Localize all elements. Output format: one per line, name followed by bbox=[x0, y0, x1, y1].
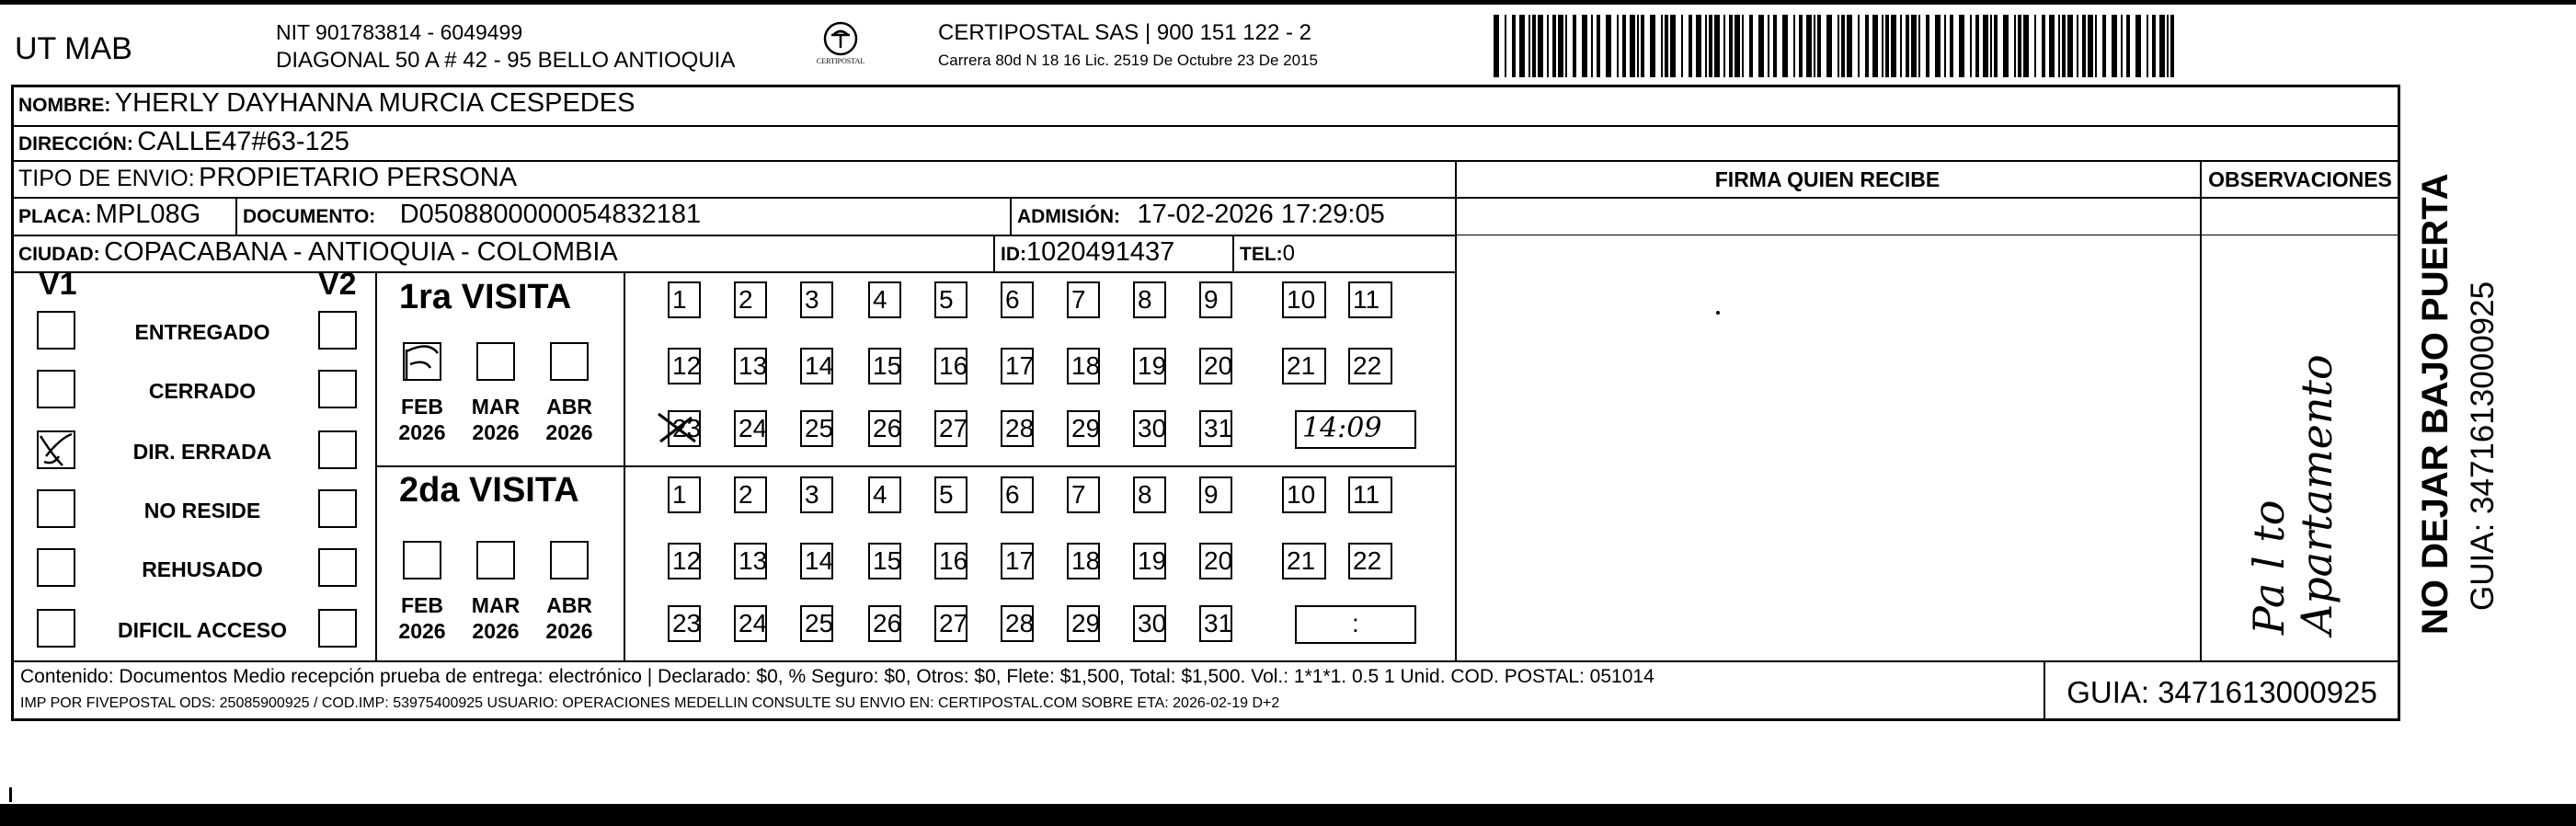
barcode-bar bbox=[1650, 15, 1655, 77]
visit2-day-25[interactable]: 25 bbox=[800, 605, 833, 642]
placa-value: MPL08G bbox=[95, 200, 201, 229]
visit1-day-19[interactable]: 19 bbox=[1133, 348, 1166, 384]
divider bbox=[11, 235, 1455, 236]
observations-line-1: Pa l to bbox=[2244, 499, 2294, 635]
barcode-bar bbox=[2023, 15, 2029, 77]
year: 2026 bbox=[398, 420, 446, 444]
year: 2026 bbox=[545, 619, 593, 643]
direccion-label: DIRECCIÓN: bbox=[18, 133, 133, 155]
visit1-feb-checkbox[interactable] bbox=[403, 342, 441, 381]
company-address: DIAGONAL 50 A # 42 - 95 BELLO ANTIOQUIA bbox=[276, 48, 736, 73]
visit2-day-3[interactable]: 3 bbox=[800, 476, 833, 513]
visit2-day-9[interactable]: 9 bbox=[1199, 476, 1232, 513]
visit1-day-5[interactable]: 5 bbox=[934, 281, 967, 318]
year: 2026 bbox=[472, 420, 520, 444]
v1-dir-errada-checkbox[interactable] bbox=[37, 430, 75, 469]
barcode-bar bbox=[1970, 15, 1972, 77]
barcode-bar bbox=[1573, 15, 1576, 77]
ciudad-label: CIUDAD: bbox=[18, 244, 100, 265]
barcode-bar bbox=[1935, 15, 1941, 77]
divider bbox=[11, 660, 2400, 662]
barcode-bar bbox=[1641, 15, 1644, 77]
visit2-day-31[interactable]: 31 bbox=[1199, 605, 1232, 642]
barcode-bar bbox=[1865, 15, 1869, 77]
visit2-day-13[interactable]: 13 bbox=[734, 543, 767, 579]
observations-line-2: Apartamento bbox=[2292, 354, 2341, 635]
visit1-day-26[interactable]: 26 bbox=[868, 410, 901, 447]
barcode-bar bbox=[1814, 15, 1815, 77]
status-dificil-acceso: DIFICIL ACCESO bbox=[117, 618, 287, 642]
day23-strike-mark bbox=[655, 405, 701, 454]
barcode-bar bbox=[2102, 15, 2106, 77]
barcode-bar bbox=[1565, 15, 1567, 77]
barcode-bar bbox=[1689, 15, 1692, 77]
barcode-bar bbox=[1891, 15, 1896, 77]
status-no-reside: NO RESIDE bbox=[143, 499, 261, 522]
barcode-bar bbox=[1749, 15, 1753, 77]
visit2-day-24[interactable]: 24 bbox=[734, 605, 767, 642]
visit2-day-29[interactable]: 29 bbox=[1067, 605, 1100, 642]
v1-header: V1 bbox=[39, 267, 77, 302]
barcode-bar bbox=[2058, 15, 2060, 77]
visit2-day-30[interactable]: 30 bbox=[1133, 605, 1166, 642]
divider bbox=[11, 125, 2400, 127]
barcode-bar bbox=[2003, 15, 2009, 77]
observations-handwriting bbox=[2244, 258, 2354, 644]
visit1-day-28[interactable]: 28 bbox=[1001, 410, 1034, 447]
barcode-bar bbox=[2152, 15, 2156, 77]
admision-label: ADMISIÓN: bbox=[1017, 206, 1120, 227]
barcode-bar bbox=[1538, 15, 1543, 77]
status-entregado: ENTREGADO bbox=[134, 320, 270, 344]
visit1-day-30[interactable]: 30 bbox=[1133, 410, 1166, 447]
status-dir-errada: DIR. ERRADA bbox=[132, 440, 272, 464]
barcode-bar bbox=[1758, 15, 1764, 77]
barcode-bar bbox=[1630, 15, 1635, 77]
visit2-mar-checkbox[interactable] bbox=[476, 541, 515, 579]
visit2-abr-checkbox[interactable] bbox=[550, 541, 589, 579]
visit2-feb-label bbox=[395, 592, 450, 644]
visit1-day-24[interactable]: 24 bbox=[734, 410, 767, 447]
visit1-day-23[interactable]: 23 bbox=[668, 410, 701, 447]
barcode-bar bbox=[1729, 15, 1733, 77]
barcode-bar bbox=[1582, 15, 1587, 77]
barcode-bar bbox=[1793, 15, 1795, 77]
barcode-bar bbox=[2034, 15, 2036, 77]
year: 2026 bbox=[545, 420, 593, 444]
barcode-bar bbox=[1742, 15, 1744, 77]
barcode-bar bbox=[2077, 15, 2078, 77]
barcode-bar bbox=[2159, 15, 2165, 77]
observaciones-header: OBSERVACIONES bbox=[2208, 167, 2392, 191]
barcode-bar bbox=[1826, 15, 1832, 77]
placa-field bbox=[18, 200, 200, 230]
tipo-label: TIPO DE ENVIO: bbox=[18, 166, 195, 191]
id-label: ID: bbox=[1001, 244, 1026, 265]
barcode-bar bbox=[1950, 15, 1953, 77]
barcode-bar bbox=[1705, 15, 1707, 77]
documento-label: DOCUMENTO: bbox=[243, 206, 376, 227]
visit1-day-13[interactable]: 13 bbox=[734, 348, 767, 384]
barcode-bar bbox=[1696, 15, 1701, 77]
visit2-day-8[interactable]: 8 bbox=[1133, 476, 1166, 513]
divider bbox=[993, 235, 995, 271]
barcode-bar bbox=[2018, 15, 2021, 77]
barcode-bar bbox=[1847, 15, 1852, 77]
barcode-bar bbox=[1882, 15, 1883, 77]
visit1-day-17[interactable]: 17 bbox=[1001, 348, 1034, 384]
barcode-bar bbox=[1773, 15, 1777, 77]
barcode-bar bbox=[2067, 15, 2073, 77]
v1-cerrado-checkbox[interactable] bbox=[37, 370, 75, 408]
month: MAR bbox=[471, 395, 521, 419]
barcode-bar bbox=[1532, 15, 1536, 77]
visit1-day-10[interactable]: 10 bbox=[1282, 281, 1326, 318]
visit1-day-22[interactable]: 22 bbox=[1348, 348, 1392, 384]
barcode-bar bbox=[1709, 15, 1712, 77]
barcode-bar bbox=[1959, 15, 1964, 77]
checkmark-icon bbox=[35, 429, 79, 471]
tel-value: 0 bbox=[1282, 241, 1296, 266]
visit2-day-26[interactable]: 26 bbox=[868, 605, 901, 642]
no-dejar-bajo-puerta: NO DEJAR BAJO PUERTA bbox=[2415, 173, 2456, 635]
footer-imp: IMP POR FIVEPOSTAL ODS: 25085900925 / COD.IMP: 53975400925 USUARIO: OPERACIONES MEDELLIN CONSULTE SU ENVIO EN: CERTIPOSTAL.COM SOBRE ETA: 2026-02-19 D+2 bbox=[20, 695, 1280, 711]
barcode-bar bbox=[1552, 15, 1556, 77]
visit1-day-27[interactable]: 27 bbox=[934, 410, 967, 447]
v2-entregado-checkbox[interactable] bbox=[318, 311, 357, 350]
barcode-bar bbox=[1723, 15, 1725, 77]
direccion-field bbox=[18, 127, 349, 157]
visit2-time-box[interactable] bbox=[1295, 605, 1416, 644]
barcode-bar bbox=[2042, 15, 2045, 77]
barcode-bar bbox=[1494, 15, 1499, 77]
visit2-day-6[interactable]: 6 bbox=[1001, 476, 1034, 513]
visit1-feb-label bbox=[395, 394, 450, 445]
barcode-bar bbox=[1806, 15, 1812, 77]
company-name: UT MAB bbox=[15, 31, 132, 66]
barcode-bar bbox=[1558, 15, 1563, 77]
visit2-day-5[interactable]: 5 bbox=[934, 476, 967, 513]
admision-value: 17-02-2026 17:29:05 bbox=[1137, 200, 1385, 229]
visit1-day-8[interactable]: 8 bbox=[1133, 281, 1166, 318]
visit2-day-4[interactable]: 4 bbox=[868, 476, 901, 513]
visit2-day-12[interactable]: 12 bbox=[668, 543, 701, 579]
tel-field bbox=[1240, 241, 1295, 267]
divider bbox=[11, 160, 2400, 162]
nombre-value: YHERLY DAYHANNA MURCIA CESPEDES bbox=[114, 88, 635, 118]
visit1-time-box[interactable] bbox=[1295, 410, 1416, 449]
barcode-bar bbox=[1838, 15, 1839, 77]
month: FEB bbox=[401, 395, 443, 419]
status-cerrado: CERRADO bbox=[148, 379, 257, 403]
barcode-bar bbox=[2082, 15, 2086, 77]
visit2-day-10[interactable]: 10 bbox=[1282, 476, 1326, 513]
barcode-bar bbox=[2170, 15, 2174, 77]
signature-dot bbox=[1716, 311, 1720, 315]
barcode-bar bbox=[1944, 15, 1946, 77]
visit1-day-12[interactable]: 12 bbox=[668, 348, 701, 384]
divider bbox=[1455, 160, 1457, 660]
barcode-bar bbox=[1661, 15, 1663, 77]
visit1-time-value: 14:09 bbox=[1302, 412, 1382, 444]
barcode-bar bbox=[1900, 15, 1902, 77]
certipostal-nit: CERTIPOSTAL SAS | 900 151 122 - 2 bbox=[938, 20, 1311, 45]
barcode-bar bbox=[1528, 15, 1530, 77]
barcode-bar bbox=[1782, 15, 1788, 77]
barcode-bar bbox=[2147, 15, 2148, 77]
barcode-bar bbox=[2167, 15, 2169, 77]
id-field bbox=[1001, 237, 1174, 268]
visit2-mar-label bbox=[468, 592, 523, 644]
year: 2026 bbox=[398, 619, 446, 643]
barcode-bar bbox=[2126, 15, 2130, 77]
divider bbox=[1232, 235, 1234, 271]
visit1-day-16[interactable]: 16 bbox=[934, 348, 967, 384]
barcode-bar bbox=[1799, 15, 1803, 77]
v1-entregado-checkbox[interactable] bbox=[37, 311, 75, 350]
documento-field bbox=[243, 200, 701, 230]
tel-label: TEL: bbox=[1240, 244, 1283, 265]
barcode-bar bbox=[2062, 15, 2066, 77]
visit1-day-20[interactable]: 20 bbox=[1199, 348, 1232, 384]
barcode-bar bbox=[1885, 15, 1889, 77]
visit1-day-21[interactable]: 21 bbox=[1282, 348, 1326, 384]
divider bbox=[11, 271, 1455, 273]
visit2-day-21[interactable]: 21 bbox=[1282, 543, 1326, 579]
barcode-bar bbox=[1926, 15, 1929, 77]
month: MAR bbox=[471, 593, 521, 617]
visit2-day-18[interactable]: 18 bbox=[1067, 543, 1100, 579]
v2-header: V2 bbox=[318, 267, 357, 302]
nombre-label: NOMBRE: bbox=[18, 95, 111, 116]
barcode-bar bbox=[1906, 15, 1909, 77]
v2-dificil-acceso-checkbox[interactable] bbox=[318, 609, 357, 648]
tipo-field bbox=[18, 163, 517, 193]
barcode-bar bbox=[1622, 15, 1626, 77]
barcode-bar bbox=[1817, 15, 1821, 77]
visit1-day-9[interactable]: 9 bbox=[1199, 281, 1232, 318]
barcode-bar bbox=[1597, 15, 1600, 77]
footer-contenido: Contenido: Documentos Medio recepción prueba de entrega: electrónico | Declarado: $0, % Seguro: $0, Otros: $0, Flete: $1,500, Total: $1,500. Vol.: 1*1*1. 0.5 1 Unid. COD. POSTAL: 051014 bbox=[20, 666, 1654, 687]
top-border bbox=[0, 0, 2576, 5]
visit2-day-22[interactable]: 22 bbox=[1348, 543, 1392, 579]
visit1-day-7[interactable]: 7 bbox=[1067, 281, 1100, 318]
v1-no-reside-checkbox[interactable] bbox=[37, 489, 75, 528]
second-visit-title: 2da VISITA bbox=[399, 471, 579, 510]
barcode-bar bbox=[2135, 15, 2141, 77]
barcode-bar bbox=[1990, 15, 1992, 77]
barcode-bar bbox=[1983, 15, 1988, 77]
divider bbox=[1010, 197, 1012, 235]
direccion-value: CALLE47#63-125 bbox=[137, 127, 349, 156]
visit2-time-value: : bbox=[1352, 609, 1359, 637]
barcode-bar bbox=[1768, 15, 1769, 77]
v2-no-reside-checkbox[interactable] bbox=[318, 489, 357, 528]
nit: NIT 901783814 - 6049499 bbox=[276, 20, 523, 44]
visit2-day-28[interactable]: 28 bbox=[1001, 605, 1034, 642]
barcode-bar bbox=[1637, 15, 1639, 77]
barcode-bar bbox=[1606, 15, 1611, 77]
barcode-bar bbox=[2014, 15, 2016, 77]
visit2-day-19[interactable]: 19 bbox=[1133, 543, 1166, 579]
placa-label: PLACA: bbox=[18, 206, 92, 227]
barcode-bar bbox=[1975, 15, 1979, 77]
visit1-day-6[interactable]: 6 bbox=[1001, 281, 1034, 318]
status-rehusado: REHUSADO bbox=[142, 557, 263, 581]
barcode-bar bbox=[1735, 15, 1740, 77]
barcode-bar bbox=[1858, 15, 1860, 77]
barcode-bar bbox=[1547, 15, 1549, 77]
edge-mark bbox=[9, 787, 12, 802]
barcode-bar bbox=[1505, 15, 1506, 77]
bottom-border bbox=[0, 804, 2576, 826]
side-guia-number: GUIA: 3471613000925 bbox=[2465, 281, 2501, 611]
visit2-day-17[interactable]: 17 bbox=[1001, 543, 1034, 579]
first-visit-title: 1ra VISITA bbox=[399, 278, 572, 316]
visit1-day-11[interactable]: 11 bbox=[1348, 281, 1392, 318]
visit2-day-16[interactable]: 16 bbox=[934, 543, 967, 579]
barcode-bar bbox=[1911, 15, 1917, 77]
month: FEB bbox=[401, 593, 443, 617]
certipostal-logo bbox=[813, 20, 868, 72]
divider bbox=[11, 197, 2400, 199]
logo-caption: CERTIPOSTAL bbox=[816, 57, 865, 65]
v2-dir-errada-checkbox[interactable] bbox=[318, 430, 357, 469]
divider bbox=[2200, 160, 2202, 660]
admision-field bbox=[1017, 200, 1385, 230]
visit2-day-15[interactable]: 15 bbox=[868, 543, 901, 579]
visit1-day-29[interactable]: 29 bbox=[1067, 410, 1100, 447]
ciudad-value: COPACABANA - ANTIOQUIA - COLOMBIA bbox=[104, 237, 618, 267]
barcode-bar bbox=[1918, 15, 1920, 77]
barcode-bar bbox=[2088, 15, 2093, 77]
visit1-abr-label bbox=[542, 394, 597, 445]
barcode-bar bbox=[1714, 15, 1720, 77]
visit2-day-20[interactable]: 20 bbox=[1199, 543, 1232, 579]
visit1-day-14[interactable]: 14 bbox=[800, 348, 833, 384]
visit1-day-18[interactable]: 18 bbox=[1067, 348, 1100, 384]
visit2-day-11[interactable]: 11 bbox=[1348, 476, 1392, 513]
footer-guia: GUIA: 3471613000925 bbox=[2067, 675, 2377, 709]
visit1-mar-checkbox[interactable] bbox=[476, 342, 515, 381]
nombre-field bbox=[18, 88, 635, 119]
visit2-day-23[interactable]: 23 bbox=[668, 605, 701, 642]
barcode-bar bbox=[1670, 15, 1676, 77]
visit1-day-15[interactable]: 15 bbox=[868, 348, 901, 384]
visit2-feb-checkbox[interactable] bbox=[403, 541, 441, 579]
barcode-bar bbox=[2049, 15, 2055, 77]
month: ABR bbox=[546, 593, 592, 617]
ciudad-field bbox=[18, 237, 618, 268]
barcode-bar bbox=[1519, 15, 1525, 77]
barcode-bar bbox=[2121, 15, 2123, 77]
v2-rehusado-checkbox[interactable] bbox=[318, 548, 357, 587]
barcode-bar bbox=[2112, 15, 2117, 77]
year: 2026 bbox=[472, 619, 520, 643]
barcode bbox=[1494, 15, 2180, 77]
checkmark-icon bbox=[401, 340, 445, 383]
barcode-bar bbox=[1841, 15, 1845, 77]
v1-rehusado-checkbox[interactable] bbox=[37, 548, 75, 587]
barcode-bar bbox=[1665, 15, 1668, 77]
license-text: Carrera 80d N 18 16 Lic. 2519 De Octubre 23 De 2015 bbox=[938, 52, 1318, 69]
firma-header: FIRMA QUIEN RECIBE bbox=[1714, 167, 1941, 191]
barcode-bar bbox=[2095, 15, 2097, 77]
visit1-abr-checkbox[interactable] bbox=[550, 342, 589, 381]
visit2-abr-label bbox=[542, 592, 597, 644]
v2-cerrado-checkbox[interactable] bbox=[318, 370, 357, 408]
month: ABR bbox=[546, 395, 592, 419]
barcode-bar bbox=[1512, 15, 1516, 77]
v1-dificil-acceso-checkbox[interactable] bbox=[37, 609, 75, 648]
barcode-bar bbox=[1994, 15, 1998, 77]
documento-value: D0508800000054832181 bbox=[399, 200, 702, 229]
id-value: 1020491437 bbox=[1026, 237, 1175, 267]
visit2-day-7[interactable]: 7 bbox=[1067, 476, 1100, 513]
visit2-day-1[interactable]: 1 bbox=[668, 476, 701, 513]
divider bbox=[235, 197, 237, 235]
divider bbox=[375, 465, 1455, 467]
barcode-bar bbox=[1681, 15, 1683, 77]
visit1-day-4[interactable]: 4 bbox=[868, 281, 901, 318]
visit1-day-31[interactable]: 31 bbox=[1199, 410, 1232, 447]
barcode-bar bbox=[1591, 15, 1593, 77]
visit1-day-2[interactable]: 2 bbox=[734, 281, 767, 318]
tipo-value: PROPIETARIO PERSONA bbox=[199, 163, 518, 192]
visit2-day-27[interactable]: 27 bbox=[934, 605, 967, 642]
barcode-bar bbox=[1617, 15, 1619, 77]
visit2-day-2[interactable]: 2 bbox=[734, 476, 767, 513]
visit2-day-14[interactable]: 14 bbox=[800, 543, 833, 579]
visit1-day-3[interactable]: 3 bbox=[800, 281, 833, 318]
visit1-day-1[interactable]: 1 bbox=[668, 281, 701, 318]
visit1-mar-label bbox=[468, 394, 523, 445]
visit1-day-25[interactable]: 25 bbox=[800, 410, 833, 447]
barcode-bar bbox=[1872, 15, 1878, 77]
